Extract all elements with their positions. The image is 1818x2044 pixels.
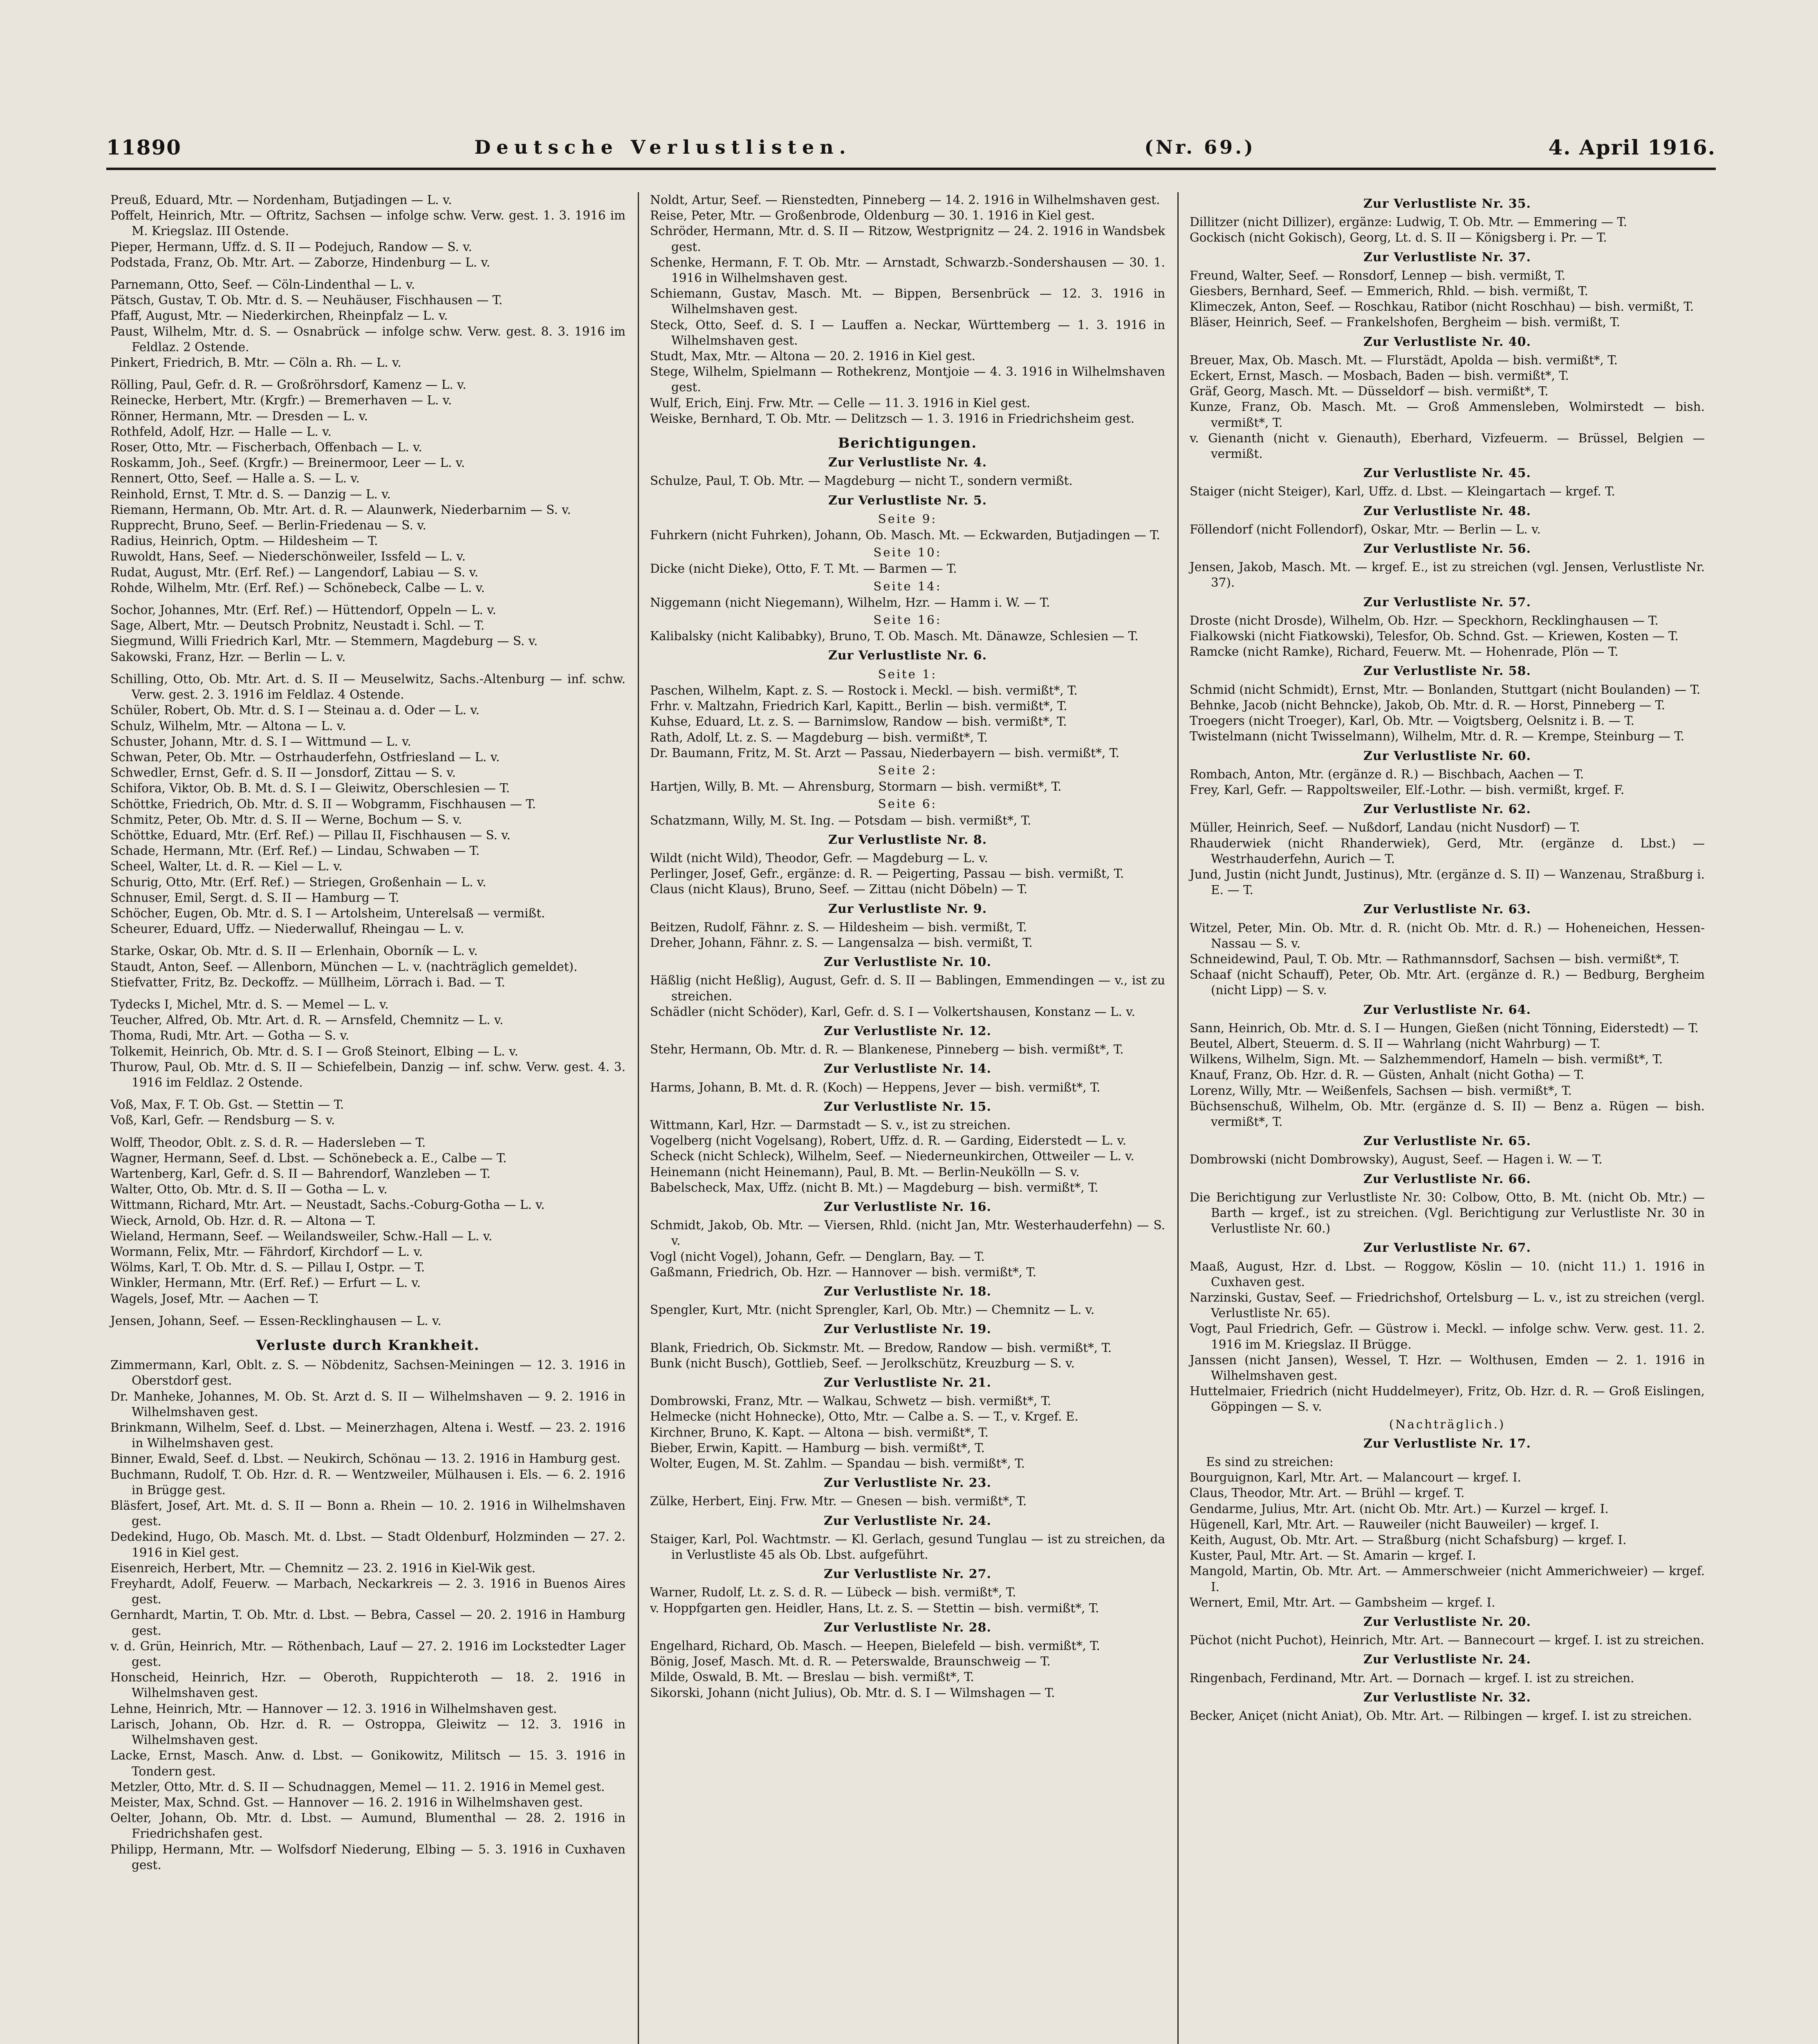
casualty-entry: Vogelberg (nicht Vogelsang), Robert, Uffz. d. R. — Garding, Eiderstedt — L. v. xyxy=(650,1134,1127,1148)
casualty-entry: Ramcke (nicht Ramke), Richard, Feuerw. Mt. — Hohenrade, Plön — T. xyxy=(1190,645,1618,659)
list-heading: Zur Verlustliste Nr. 19. xyxy=(824,1322,991,1337)
casualty-entry: Mangold, Martin, Ob. Mtr. Art. — Ammerschweier (nicht Ammerichweier) — krgef. I. xyxy=(1190,1564,1705,1594)
casualty-entry: Claus, Theodor, Mtr. Art. — Brühl — krgef. T. xyxy=(1190,1486,1465,1500)
list-heading: Zur Verlustliste Nr. 24. xyxy=(1363,1652,1531,1667)
casualty-entry: Wulf, Erich, Einj. Frw. Mtr. — Celle — 11. 3. 1916 in Kiel gest. xyxy=(650,396,1031,410)
casualty-entry: Stiefvatter, Fritz, Bz. Deckoffz. — Müllheim, Lörrach i. Bad. — T. xyxy=(110,975,505,989)
casualty-entry: Schneidewind, Paul, T. Ob. Mtr. — Rathmannsdorf, Sachsen — bish. vermißt*, T. xyxy=(1190,952,1680,966)
issue-date: 4. April 1916. xyxy=(1548,135,1716,159)
list-heading: Zur Verlustliste Nr. 64. xyxy=(1363,1002,1531,1017)
casualty-entry: Weiske, Bernhard, T. Ob. Mtr. — Delitzsch — 1. 3. 1916 in Friedrichsheim gest. xyxy=(650,411,1135,426)
list-heading: Zur Verlustliste Nr. 24. xyxy=(824,1513,991,1528)
casualty-entry: Kuster, Paul, Mtr. Art. — St. Amarin — krgef. I. xyxy=(1190,1549,1476,1563)
casualty-entry: Schmidt, Jakob, Ob. Mtr. — Viersen, Rhld. (nicht Jan, Mtr. Westerhauderfehn) — S. v. xyxy=(650,1218,1165,1248)
casualty-entry: Knauf, Franz, Ob. Hzr. d. R. — Güsten, Anhalt (nicht Gotha) — T. xyxy=(1190,1068,1585,1082)
list-heading: Zur Verlustliste Nr. 35. xyxy=(1363,197,1531,211)
casualty-entry: Staiger (nicht Steiger), Karl, Uffz. d. Lbst. — Kleingartach — krgef. T. xyxy=(1190,484,1615,499)
casualty-entry: Niggemann (nicht Niegemann), Wilhelm, Hzr. — Hamm i. W. — T. xyxy=(650,595,1050,610)
casualty-entry: Riemann, Hermann, Ob. Mtr. Art. d. R. — Alaunwerk, Niederbarnim — S. v. xyxy=(110,502,571,517)
casualty-entry: Wieck, Arnold, Ob. Hzr. d. R. — Altona — T. xyxy=(110,1213,376,1228)
casualty-entry: Schulze, Paul, T. Ob. Mtr. — Magdeburg — nicht T., sondern vermißt. xyxy=(650,474,1073,488)
casualty-entry: Püchot (nicht Puchot), Heinrich, Mtr. Art. — Bannecourt — krgef. I. ist zu streichen. xyxy=(1190,1633,1704,1647)
casualty-entry: Schifora, Viktor, Ob. B. Mt. d. S. I — Gleiwitz, Oberschlesien — T. xyxy=(110,781,510,796)
section-heading: Verluste durch Krankheit. xyxy=(256,1337,480,1354)
casualty-entry: Lehne, Heinrich, Mtr. — Hannover — 12. 3. 1916 in Wilhelmshaven gest. xyxy=(110,1701,557,1716)
casualty-entry: Siegmund, Willi Friedrich Karl, Mtr. — Stemmern, Magdeburg — S. v. xyxy=(110,634,538,648)
casualty-entry: Schenke, Hermann, F. T. Ob. Mtr. — Arnstadt, Schwarzb.-Sondershausen — 30. 1. 1916 in Wilhelmshaven gest. xyxy=(650,255,1165,285)
casualty-entry: Starke, Oskar, Ob. Mtr. d. S. II — Erlenhain, Oborník — L. v. xyxy=(110,944,478,958)
casualty-entry: Roser, Otto, Mtr. — Fischerbach, Offenbach — L. v. xyxy=(110,440,422,455)
spacer xyxy=(110,937,625,943)
casualty-entry: Thoma, Rudi, Mtr. Art. — Gotha — S. v. xyxy=(110,1029,350,1043)
casualty-entry: Stege, Wilhelm, Spielmann — Rothekrenz, Montjoie — 4. 3. 1916 in Wilhelmshaven gest. xyxy=(650,365,1165,394)
casualty-entry: v. Hoppfgarten gen. Heidler, Hans, Lt. z. S. — Stettin — bish. vermißt*, T. xyxy=(650,1601,1099,1615)
casualty-entry: Claus (nicht Klaus), Bruno, Seef. — Zittau (nicht Döbeln) — T. xyxy=(650,882,1028,896)
page-subheading: Seite 10: xyxy=(873,545,942,560)
casualty-entry: Hartjen, Willy, B. Mt. — Ahrensburg, Stormarn — bish. vermißt*, T. xyxy=(650,780,1062,794)
casualty-entry: Eckert, Ernst, Masch. — Mosbach, Baden — bish. vermißt*, T. xyxy=(1190,369,1569,383)
casualty-entry: Schilling, Otto, Ob. Mtr. Art. d. S. II — Meuselwitz, Sachs.-Altenburg — inf. schw. Verw. gest. 2. 3. 1916 im Feldlaz. 4 Ostende. xyxy=(110,672,625,702)
casualty-entry: Schiemann, Gustav, Masch. Mt. — Bippen, Bersenbrück — 12. 3. 1916 in Wilhelmshaven gest. xyxy=(650,287,1165,316)
list-heading: Zur Verlustliste Nr. 8. xyxy=(828,832,987,847)
list-heading: Zur Verlustliste Nr. 6. xyxy=(828,648,987,663)
casualty-entry: Steck, Otto, Seef. d. S. I — Lauffen a. Neckar, Württemberg — 1. 3. 1916 in Wilhelmshaven gest. xyxy=(650,318,1165,347)
casualty-entry: Meister, Max, Schnd. Gst. — Hannover — 16. 2. 1916 in Wilhelmshaven gest. xyxy=(110,1795,583,1809)
casualty-entry: Sochor, Johannes, Mtr. (Erf. Ref.) — Hüttendorf, Oppeln — L. v. xyxy=(110,603,496,617)
spacer xyxy=(110,1307,625,1313)
list-heading: Zur Verlustliste Nr. 9. xyxy=(828,901,987,916)
casualty-entry: Oelter, Johann, Ob. Mtr. d. Lbst. — Aumund, Blumenthal — 28. 2. 1916 in Friedrichshafen gest. xyxy=(110,1811,625,1841)
casualty-entry: Häßlig (nicht Heßlig), August, Gefr. d. S. II — Bablingen, Emmendingen — v., ist zu streichen. xyxy=(650,973,1165,1003)
list-heading: Zur Verlustliste Nr. 67. xyxy=(1363,1241,1531,1255)
casualty-entry: Frhr. v. Maltzahn, Friedrich Karl, Kapitt., Berlin — bish. vermißt*, T. xyxy=(650,699,1067,713)
casualty-entry: Föllendorf (nicht Follendorf), Oskar, Mtr. — Berlin — L. v. xyxy=(1190,522,1541,536)
casualty-entry: Rönner, Hermann, Mtr. — Dresden — L. v. xyxy=(110,409,368,423)
casualty-entry: Sikorski, Johann (nicht Julius), Ob. Mtr. d. S. I — Wilmshagen — T. xyxy=(650,1685,1055,1700)
casualty-entry: Gräf, Georg, Masch. Mt. — Düsseldorf — bish. vermißt*, T. xyxy=(1190,384,1549,399)
casualty-entry: Honscheid, Heinrich, Hzr. — Oberoth, Ruppichteroth — 18. 2. 1916 in Wilhelmshaven gest. xyxy=(110,1670,625,1700)
casualty-entry: Schulz, Wilhelm, Mtr. — Altona — L. v. xyxy=(110,719,346,733)
casualty-entry: Klimeczek, Anton, Seef. — Roschkau, Ratibor (nicht Roschhau) — bish. vermißt, T. xyxy=(1190,300,1694,314)
casualty-entry: Schwedler, Ernst, Gefr. d. S. II — Jonsdorf, Zittau — S. v. xyxy=(110,766,456,780)
list-heading: Zur Verlustliste Nr. 56. xyxy=(1363,542,1531,556)
casualty-entry: Twistelmann (nicht Twisselmann), Wilhelm, Mtr. d. R. — Krempe, Steinburg — T. xyxy=(1190,729,1685,744)
casualty-entry: Narzinski, Gustav, Seef. — Friedrichshof, Ortelsburg — L. v., ist zu streichen (vergl. Verlustliste Nr. 65). xyxy=(1190,1291,1705,1320)
casualty-entry: Spengler, Kurt, Mtr. (nicht Sprengler, Karl, Ob. Mtr.) — Chemnitz — L. v. xyxy=(650,1303,1095,1317)
casualty-entry: Helmecke (nicht Hohnecke), Otto, Mtr. — Calbe a. S. — T., v. Krgef. E. xyxy=(650,1410,1078,1424)
casualty-entry: Roskamm, Joh., Seef. (Krgfr.) — Breinermoor, Leer — L. v. xyxy=(110,456,465,470)
casualty-entry: Fuhrkern (nicht Fuhrken), Johann, Ob. Masch. Mt. — Eckwarden, Butjadingen — T. xyxy=(650,528,1160,542)
casualty-entry: Harms, Johann, B. Mt. d. R. (Koch) — Heppens, Jever — bish. vermißt*, T. xyxy=(650,1080,1101,1094)
issue-number: (Nr. 69.) xyxy=(1144,136,1255,158)
casualty-entry: Reise, Peter, Mtr. — Großenbrode, Oldenburg — 30. 1. 1916 in Kiel gest. xyxy=(650,208,1095,223)
list-heading: Zur Verlustliste Nr. 48. xyxy=(1363,504,1531,518)
list-heading: Zur Verlustliste Nr. 27. xyxy=(824,1567,991,1582)
casualty-entry: Ringenbach, Ferdinand, Mtr. Art. — Dornach — krgef. I. ist zu streichen. xyxy=(1190,1671,1634,1685)
casualty-entry: Gockisch (nicht Gokisch), Georg, Lt. d. S. II — Königsberg i. Pr. — T. xyxy=(1190,231,1607,245)
casualty-entry: Bläser, Heinrich, Seef. — Frankelshofen, Bergheim — bish. vermißt, T. xyxy=(1190,315,1621,329)
list-heading: Zur Verlustliste Nr. 63. xyxy=(1363,902,1531,917)
note-text: Es sind zu streichen: xyxy=(1206,1455,1334,1469)
casualty-entry: Perlinger, Josef, Gefr., ergänze: d. R. — Peigerting, Passau — bish. vermißt, T. xyxy=(650,867,1124,881)
casualty-entry: Scheck (nicht Schleck), Wilhelm, Seef. — Niederneunkirchen, Ottweiler — L. v. xyxy=(650,1149,1134,1163)
casualty-entry: Wilkens, Wilhelm, Sign. Mt. — Salzhemmendorf, Hameln — bish. vermißt*, T. xyxy=(1190,1052,1663,1067)
spacer xyxy=(110,665,625,671)
list-heading: Zur Verlustliste Nr. 21. xyxy=(824,1376,991,1390)
page-subheading: Seite 14: xyxy=(873,579,942,593)
casualty-entry: Babelscheck, Max, Uffz. (nicht B. Mt.) — Magdeburg — bish. vermißt*, T. xyxy=(650,1180,1098,1195)
casualty-entry: Scheel, Walter, Lt. d. R. — Kiel — L. v. xyxy=(110,859,343,874)
casualty-entry: Staudt, Anton, Seef. — Allenborn, München — L. v. (nachträglich gemeldet). xyxy=(110,959,578,974)
column-divider xyxy=(638,192,639,2044)
page-number: 11890 xyxy=(106,135,182,159)
list-heading: Zur Verlustliste Nr. 18. xyxy=(824,1284,991,1299)
casualty-entry: Walter, Otto, Ob. Mtr. d. S. II — Gotha — L. v. xyxy=(110,1182,388,1197)
casualty-entry: Wormann, Felix, Mtr. — Fährdorf, Kirchdorf — L. v. xyxy=(110,1245,423,1259)
casualty-entry: Vogl (nicht Vogel), Johann, Gefr. — Denglarn, Bay. — T. xyxy=(650,1249,985,1264)
list-heading: Zur Verlustliste Nr. 58. xyxy=(1363,664,1531,679)
casualty-entry: Tolkemit, Heinrich, Ob. Mtr. d. S. I — Groß Steinort, Elbing — L. v. xyxy=(110,1044,518,1058)
casualty-entry: Fialkowski (nicht Fiatkowski), Telesfor, Ob. Schnd. Gst. — Kriewen, Kosten — T. xyxy=(1190,629,1679,643)
casualty-entry: Rhauderwiek (nicht Rhanderwiek), Gerd, Mtr. (ergänze d. Lbst.) — Westrhauderfehn, Aurich — T. xyxy=(1190,836,1705,866)
casualty-entry: Jensen, Johann, Seef. — Essen-Recklinghausen — L. v. xyxy=(110,1313,442,1328)
casualty-entry: Wernert, Emil, Mtr. Art. — Gambsheim — krgef. I. xyxy=(1190,1595,1495,1609)
casualty-entry: Schädler (nicht Schöder), Karl, Gefr. d. S. I — Volkertshausen, Konstanz — L. v. xyxy=(650,1004,1135,1019)
casualty-entry: Zülke, Herbert, Einj. Frw. Mtr. — Gnesen — bish. vermißt*, T. xyxy=(650,1494,1027,1508)
casualty-entry: Wagner, Hermann, Seef. d. Lbst. — Schönebeck a. E., Calbe — T. xyxy=(110,1151,507,1165)
casualty-entry: Tydecks I, Michel, Mtr. d. S. — Memel — L. v. xyxy=(110,997,389,1011)
casualty-entry: Staiger, Karl, Pol. Wachtmstr. — Kl. Gerlach, gesund Tunglau — ist zu streichen, da in Verlustliste 45 als Ob. Lbst. aufgeführt. xyxy=(650,1532,1165,1562)
casualty-entry: Schüler, Robert, Ob. Mtr. d. S. I — Steinau a. d. Oder — L. v. xyxy=(110,703,480,717)
casualty-entry: Reinecke, Herbert, Mtr. (Krgfr.) — Bremerhaven — L. v. xyxy=(110,393,452,408)
casualty-entry: Studt, Max, Mtr. — Altona — 20. 2. 1916 in Kiel gest. xyxy=(650,349,976,363)
casualty-entry: Eisenreich, Herbert, Mtr. — Chemnitz — 23. 2. 1916 in Kiel-Wik gest. xyxy=(110,1561,536,1575)
column-divider xyxy=(1177,192,1179,2044)
list-heading: Zur Verlustliste Nr. 28. xyxy=(824,1620,991,1635)
casualty-entry: Gendarme, Julius, Mtr. Art. (nicht Ob. Mtr. Art.) — Kurzel — krgef. I. xyxy=(1190,1502,1609,1516)
list-heading: Zur Verlustliste Nr. 62. xyxy=(1363,802,1531,817)
list-heading: Zur Verlustliste Nr. 16. xyxy=(824,1199,991,1214)
page-subheading: Seite 6: xyxy=(878,797,937,811)
casualty-entry: Bönig, Josef, Masch. Mt. d. R. — Peterswalde, Braunschweig — T. xyxy=(650,1654,1051,1669)
casualty-entry: Schade, Hermann, Mtr. (Erf. Ref.) — Lindau, Schwaben — T. xyxy=(110,844,480,858)
casualty-entry: Huttelmaier, Friedrich (nicht Huddelmeyer), Fritz, Ob. Hzr. d. R. — Groß Eislingen, Göppingen — S. v. xyxy=(1190,1384,1705,1414)
column-2 xyxy=(650,192,1165,1701)
casualty-entry: v. Gienanth (nicht v. Gienauth), Eberhard, Vizfeuerm. — Brüssel, Belgien — vermißt. xyxy=(1190,431,1705,461)
casualty-entry: Dreher, Johann, Fähnr. z. S. — Langensalza — bish. vermißt, T. xyxy=(650,935,1033,950)
casualty-entry: Milde, Oswald, B. Mt. — Breslau — bish. vermißt*, T. xyxy=(650,1670,974,1684)
casualty-entry: Dr. Baumann, Fritz, M. St. Arzt — Passau, Niederbayern — bish. vermißt*, T. xyxy=(650,746,1120,760)
list-heading: Zur Verlustliste Nr. 4. xyxy=(828,455,987,470)
list-heading: Zur Verlustliste Nr. 10. xyxy=(824,955,991,970)
casualty-entry: Pinkert, Friedrich, B. Mtr. — Cöln a. Rh. — L. v. xyxy=(110,356,401,370)
casualty-entry: Beitzen, Rudolf, Fähnr. z. S. — Hildesheim — bish. vermißt, T. xyxy=(650,920,1027,934)
casualty-entry: Preuß, Eduard, Mtr. — Nordenham, Butjadingen — L. v. xyxy=(110,193,452,207)
casualty-entry: Poffelt, Heinrich, Mtr. — Oftritz, Sachsen — infolge schw. Verw. gest. 1. 3. 1916 im M. Kriegslaz. III Ostende. xyxy=(110,208,625,238)
casualty-entry: Schurig, Otto, Mtr. (Erf. Ref.) — Striegen, Großenhain — L. v. xyxy=(110,875,486,889)
casualty-entry: Schatzmann, Willy, M. St. Ing. — Potsdam — bish. vermißt*, T. xyxy=(650,813,1031,827)
casualty-entry: Jund, Justin (nicht Jundt, Justinus), Mtr. (ergänze d. S. II) — Wanzenau, Straßburg i. E. — T. xyxy=(1190,867,1705,897)
spacer xyxy=(110,1090,625,1097)
casualty-entry: Kunze, Franz, Ob. Masch. Mt. — Groß Ammensleben, Wolmirstedt — bish. vermißt*, T. xyxy=(1190,400,1705,430)
casualty-entry: Sann, Heinrich, Ob. Mtr. d. S. I — Hungen, Gießen (nicht Tönning, Eiderstedt) — T. xyxy=(1190,1021,1699,1035)
spacer xyxy=(110,1128,625,1135)
casualty-entry: Brinkmann, Wilhelm, Seef. d. Lbst. — Meinerzhagen, Altena i. Westf. — 23. 2. 1916 in Wilhelmshaven gest. xyxy=(110,1421,625,1450)
casualty-entry: Schröder, Hermann, Mtr. d. S. II — Ritzow, Westprignitz — 24. 2. 1916 in Wandsbek gest. xyxy=(650,224,1165,254)
list-heading: Zur Verlustliste Nr. 65. xyxy=(1363,1134,1531,1149)
casualty-entry: Wagels, Josef, Mtr. — Aachen — T. xyxy=(110,1291,319,1306)
list-heading: Zur Verlustliste Nr. 40. xyxy=(1363,334,1531,349)
casualty-entry: Metzler, Otto, Mtr. d. S. II — Schudnaggen, Memel — 11. 2. 1916 in Memel gest. xyxy=(110,1780,605,1794)
casualty-entry: Pieper, Hermann, Uffz. d. S. II — Podejuch, Randow — S. v. xyxy=(110,240,472,254)
casualty-entry: Dicke (nicht Dieke), Otto, F. T. Mt. — Barmen — T. xyxy=(650,562,957,576)
spacer xyxy=(110,990,625,997)
casualty-entry: Rennert, Otto, Seef. — Halle a. S. — L. v. xyxy=(110,471,360,486)
list-heading: Zur Verlustliste Nr. 14. xyxy=(824,1062,991,1076)
casualty-entry: Bieber, Erwin, Kapitt. — Hamburg — bish. vermißt*, T. xyxy=(650,1441,985,1455)
casualty-entry: Schmitz, Peter, Ob. Mtr. d. S. II — Werne, Bochum — S. v. xyxy=(110,812,462,827)
casualty-entry: Rölling, Paul, Gefr. d. R. — Großröhrsdorf, Kamenz — L. v. xyxy=(110,378,466,392)
spacer xyxy=(110,370,625,377)
casualty-entry: Heinemann (nicht Heinemann), Paul, B. Mt. — Berlin-Neukölln — S. v. xyxy=(650,1165,1080,1179)
casualty-entry: Troegers (nicht Troeger), Karl, Ob. Mtr. — Voigtsberg, Oelsnitz i. B. — T. xyxy=(1190,714,1635,728)
casualty-entry: Pfaff, August, Mtr. — Niederkirchen, Rheinpfalz — L. v. xyxy=(110,309,448,323)
casualty-entry: Radius, Heinrich, Optm. — Hildesheim — T. xyxy=(110,534,378,548)
page-subheading: Seite 2: xyxy=(878,763,937,777)
list-heading: Zur Verlustliste Nr. 15. xyxy=(824,1099,991,1114)
casualty-entry: Reinhold, Ernst, T. Mtr. d. S. — Danzig — L. v. xyxy=(110,487,391,501)
casualty-entry: Kalibalsky (nicht Kalibabky), Bruno, T. Ob. Masch. Mt. Dänawze, Schlesien — T. xyxy=(650,629,1139,643)
casualty-entry: Rudat, August, Mtr. (Erf. Ref.) — Langendorf, Labiau — S. v. xyxy=(110,565,479,579)
casualty-entry: Podstada, Franz, Ob. Mtr. Art. — Zaborze, Hindenburg — L. v. xyxy=(110,255,491,269)
casualty-entry: Scheurer, Eduard, Uffz. — Niederwalluf, Rheingau — L. v. xyxy=(110,922,464,936)
casualty-entry: Breuer, Max, Ob. Masch. Mt. — Flurstädt, Apolda — bish. vermißt*, T. xyxy=(1190,353,1618,367)
casualty-entry: Maaß, August, Hzr. d. Lbst. — Roggow, Köslin — 10. (nicht 11.) 1. 1916 in Cuxhaven gest. xyxy=(1190,1259,1705,1289)
page-subheading: Seite 16: xyxy=(873,613,942,627)
casualty-entry: Gernhardt, Martin, T. Ob. Mtr. d. Lbst. — Bebra, Cassel — 20. 2. 1916 in Hamburg gest. xyxy=(110,1608,625,1638)
casualty-entry: Winkler, Hermann, Mtr. (Erf. Ref.) — Erfurt — L. v. xyxy=(110,1276,421,1290)
casualty-entry: Droste (nicht Drosde), Wilhelm, Ob. Hzr. — Speckhorn, Recklinghausen — T. xyxy=(1190,613,1659,628)
casualty-entry: Warner, Rudolf, Lt. z. S. d. R. — Lübeck — bish. vermißt*, T. xyxy=(650,1585,1016,1600)
page-subheading: Seite 1: xyxy=(878,667,937,681)
list-heading: Zur Verlustliste Nr. 57. xyxy=(1363,595,1531,610)
header-rule xyxy=(106,168,1716,170)
list-heading: Zur Verlustliste Nr. 5. xyxy=(828,493,987,508)
casualty-entry: Wittmann, Karl, Hzr. — Darmstadt — S. v., ist zu streichen. xyxy=(650,1118,1011,1132)
casualty-entry: Rath, Adolf, Lt. z. S. — Magdeburg — bish. vermißt*, T. xyxy=(650,730,988,744)
casualty-entry: Behnke, Jacob (nicht Behncke), Jakob, Ob. Mtr. d. R. — Horst, Pinneberg — T. xyxy=(1190,698,1666,712)
casualty-entry: Blank, Friedrich, Ob. Sickmstr. Mt. — Bredow, Randow — bish. vermißt*, T. xyxy=(650,1340,1112,1355)
casualty-entry: Schöttke, Friedrich, Ob. Mtr. d. S. II — Wobgramm, Fischhausen — T. xyxy=(110,797,536,811)
casualty-entry: Keith, August, Ob. Mtr. Art. — Straßburg (nicht Schafsburg) — krgef. I. xyxy=(1190,1533,1627,1547)
casualty-entry: Schöttke, Eduard, Mtr. (Erf. Ref.) — Pillau II, Fischhausen — S. v. xyxy=(110,828,511,842)
casualty-entry: Voß, Max, F. T. Ob. Gst. — Stettin — T. xyxy=(110,1098,344,1112)
spacer xyxy=(110,596,625,602)
casualty-entry: Vogt, Paul Friedrich, Gefr. — Güstrow i. Meckl. — infolge schw. Verw. gest. 11. 2. 1916 im M. Kriegslaz. II Brügge. xyxy=(1190,1322,1705,1351)
casualty-entry: Witzel, Peter, Min. Ob. Mtr. d. R. (nicht Ob. Mtr. d. R.) — Hoheneichen, Hessen-Nassau — S. v. xyxy=(1190,921,1705,950)
column-1 xyxy=(110,192,625,1873)
casualty-entry: Kuhse, Eduard, Lt. z. S. — Barnimslow, Randow — bish. vermißt*, T. xyxy=(650,715,1067,729)
list-heading: Zur Verlustliste Nr. 20. xyxy=(1363,1615,1531,1629)
casualty-entry: Frey, Karl, Gefr. — Rappoltsweiler, Elf.-Lothr. — bish. vermißt, krgef. F. xyxy=(1190,782,1625,797)
casualty-entry: Dombrowski, Franz, Mtr. — Walkau, Schwetz — bish. vermißt*, T. xyxy=(650,1394,1051,1408)
casualty-entry: Zimmermann, Karl, Oblt. z. S. — Nöbdenitz, Sachsen-Meiningen — 12. 3. 1916 in Oberstdorf gest. xyxy=(110,1358,625,1388)
casualty-entry: Dombrowski (nicht Dombrowsky), August, Seef. — Hagen i. W. — T. xyxy=(1190,1152,1603,1167)
publication-title: Deutsche Verlustlisten. xyxy=(474,136,852,158)
casualty-entry: Paust, Wilhelm, Mtr. d. S. — Osnabrück — infolge schw. Verw. gest. 8. 3. 1916 im Feldlaz. 2 Ostende. xyxy=(110,324,625,354)
casualty-entry: Büchsenschuß, Wilhelm, Ob. Mtr. (ergänze d. S. II) — Benz a. Rügen — bish. vermißt*, T. xyxy=(1190,1099,1705,1129)
casualty-entry: Beutel, Albert, Steuerm. d. S. II — Wahrlang (nicht Wahrburg) — T. xyxy=(1190,1036,1601,1051)
casualty-entry: Noldt, Artur, Seef. — Rienstedten, Pinneberg — 14. 2. 1916 in Wilhelmshaven gest. xyxy=(650,193,1160,207)
casualty-entry: Engelhard, Richard, Ob. Masch. — Heepen, Bielefeld — bish. vermißt*, T. xyxy=(650,1639,1100,1653)
casualty-entry: Jensen, Jakob, Masch. Mt. — krgef. E., ist zu streichen (vgl. Jensen, Verlustliste Nr. 37). xyxy=(1190,560,1705,590)
casualty-entry: Rothfeld, Adolf, Hzr. — Halle — L. v. xyxy=(110,424,332,439)
page-subheading: (Nachträglich.) xyxy=(1389,1417,1506,1431)
casualty-entry: Wolter, Eugen, M. St. Zahlm. — Spandau — bish. vermißt*, T. xyxy=(650,1457,1025,1471)
casualty-entry: Die Berichtigung zur Verlustliste Nr. 30: Colbow, Otto, B. Mt. (nicht Ob. Mtr.) — Barth — krgef., ist zu streichen. (Vgl. Berichtigung zur Verlustliste Nr. 30 in Verlustliste Nr. 60.) xyxy=(1190,1190,1705,1236)
page-subheading: Seite 9: xyxy=(878,511,937,526)
spacer xyxy=(110,270,625,277)
casualty-entry: Bläsfert, Josef, Art. Mt. d. S. II — Bonn a. Rhein — 10. 2. 1916 in Wilhelmshaven gest. xyxy=(110,1499,625,1529)
casualty-entry: Schnuser, Emil, Sergt. d. S. II — Hamburg — T. xyxy=(110,890,399,905)
casualty-entry: Bourguignon, Karl, Mtr. Art. — Malancourt — krgef. I. xyxy=(1190,1470,1522,1485)
casualty-entry: v. d. Grün, Heinrich, Mtr. — Röthenbach, Lauf — 27. 2. 1916 im Lockstedter Lager gest. xyxy=(110,1639,625,1669)
section-heading: Berichtigungen. xyxy=(838,435,977,452)
list-heading: Zur Verlustliste Nr. 23. xyxy=(824,1476,991,1490)
casualty-entry: Rombach, Anton, Mtr. (ergänze d. R.) — Bischbach, Aachen — T. xyxy=(1190,767,1584,781)
casualty-entry: Wolff, Theodor, Oblt. z. S. d. R. — Hadersleben — T. xyxy=(110,1135,426,1150)
casualty-entry: Hügenell, Karl, Mtr. Art. — Rauweiler (nicht Bauweiler) — krgef. I. xyxy=(1190,1517,1599,1531)
casualty-entry: Janssen (nicht Jansen), Wessel, T. Hzr. — Wolthusen, Emden — 2. 1. 1916 in Wilhelmshaven gest. xyxy=(1190,1353,1705,1383)
casualty-entry: Sakowski, Franz, Hzr. — Berlin — L. v. xyxy=(110,650,346,664)
casualty-entry: Stehr, Hermann, Ob. Mtr. d. R. — Blankenese, Pinneberg — bish. vermißt*, T. xyxy=(650,1042,1124,1057)
casualty-entry: Binner, Ewald, Seef. d. Lbst. — Neukirch, Schönau — 13. 2. 1916 in Hamburg gest. xyxy=(110,1452,621,1466)
casualty-entry: Sage, Albert, Mtr. — Deutsch Probnitz, Neustadt i. Schl. — T. xyxy=(110,619,485,633)
casualty-entry: Giesbers, Bernhard, Seef. — Emmerich, Rhld. — bish. vermißt, T. xyxy=(1190,284,1588,298)
list-heading: Zur Verlustliste Nr. 66. xyxy=(1363,1172,1531,1186)
casualty-entry: Lorenz, Willy, Mtr. — Weißenfels, Sachsen — bish. vermißt*, T. xyxy=(1190,1083,1572,1098)
casualty-entry: Freund, Walter, Seef. — Ronsdorf, Lennep — bish. vermißt, T. xyxy=(1190,268,1565,282)
list-heading: Zur Verlustliste Nr. 60. xyxy=(1363,749,1531,763)
casualty-entry: Voß, Karl, Gefr. — Rendsburg — S. v. xyxy=(110,1113,335,1127)
casualty-entry: Schöcher, Eugen, Ob. Mtr. d. S. I — Artolsheim, Unterelsaß — vermißt. xyxy=(110,906,545,920)
casualty-entry: Parnemann, Otto, Seef. — Cöln-Lindenthal — L. v. xyxy=(110,278,415,292)
casualty-entry: Gaßmann, Friedrich, Ob. Hzr. — Hannover — bish. vermißt*, T. xyxy=(650,1265,1037,1279)
casualty-entry: Paschen, Wilhelm, Kapt. z. S. — Rostock i. Meckl. — bish. vermißt*, T. xyxy=(650,683,1078,697)
casualty-entry: Müller, Heinrich, Seef. — Nußdorf, Landau (nicht Nusdorf) — T. xyxy=(1190,820,1580,835)
casualty-entry: Philipp, Hermann, Mtr. — Wolfsdorf Niederung, Elbing — 5. 3. 1916 in Cuxhaven gest. xyxy=(110,1842,625,1872)
casualty-entry: Bunk (nicht Busch), Gottlieb, Seef. — Jerolkschütz, Kreuzburg — S. v. xyxy=(650,1356,1075,1370)
casualty-entry: Rupprecht, Bruno, Seef. — Berlin-Friedenau — S. v. xyxy=(110,518,426,533)
casualty-entry: Wartenberg, Karl, Gefr. d. S. II — Bahrendorf, Wanzleben — T. xyxy=(110,1166,491,1181)
casualty-entry: Rohde, Wilhelm, Mtr. (Erf. Ref.) — Schönebeck, Calbe — L. v. xyxy=(110,580,485,595)
casualty-entry: Dr. Manheke, Johannes, M. Ob. St. Arzt d. S. II — Wilhelmshaven — 9. 2. 1916 in Wilhelmshaven gest. xyxy=(110,1389,625,1419)
casualty-entry: Becker, Aniçet (nicht Aniat), Ob. Mtr. Art. — Rilbingen — krgef. I. ist zu streichen. xyxy=(1190,1709,1692,1723)
casualty-entry: Freyhardt, Adolf, Feuerw. — Marbach, Neckarkreis — 2. 3. 1916 in Buenos Aires gest. xyxy=(110,1577,625,1607)
casualty-entry: Ruwoldt, Hans, Seef. — Niederschönweiler, Issfeld — L. v. xyxy=(110,549,466,564)
casualty-entry: Larisch, Johann, Ob. Hzr. d. R. — Ostroppa, Gleiwitz — 12. 3. 1916 in Wilhelmshaven gest. xyxy=(110,1717,625,1747)
casualty-entry: Thurow, Paul, Ob. Mtr. d. S. II — Schiefelbein, Danzig — inf. schw. Verw. gest. 4. 3. 1916 im Feldlaz. 2 Ostende. xyxy=(110,1060,625,1089)
list-heading: Zur Verlustliste Nr. 37. xyxy=(1363,250,1531,264)
casualty-entry: Schwan, Peter, Ob. Mtr. — Ostrhauderfehn, Ostfriesland — L. v. xyxy=(110,750,500,764)
casualty-entry: Dedekind, Hugo, Ob. Masch. Mt. d. Lbst. — Stadt Oldenburf, Holzminden — 27. 2. 1916 in Kiel gest. xyxy=(110,1530,625,1560)
casualty-entry: Schaaf (nicht Schauff), Peter, Ob. Mtr. Art. (ergänze d. R.) — Bedburg, Bergheim (nicht Lipp) — S. v. xyxy=(1190,968,1705,997)
casualty-entry: Buchmann, Rudolf, T. Ob. Hzr. d. R. — Wentzweiler, Mülhausen i. Els. — 6. 2. 1916 in Brügge gest. xyxy=(110,1467,625,1497)
list-heading: Zur Verlustliste Nr. 32. xyxy=(1363,1690,1531,1705)
casualty-entry: Wildt (nicht Wild), Theodor, Gefr. — Magdeburg — L. v. xyxy=(650,851,988,865)
list-heading: Zur Verlustliste Nr. 17. xyxy=(1363,1436,1531,1451)
casualty-entry: Kirchner, Bruno, K. Kapt. — Altona — bish. vermißt*, T. xyxy=(650,1425,989,1439)
page-header xyxy=(106,131,1716,164)
column-3 xyxy=(1190,192,1705,1724)
casualty-entry: Wölms, Karl, T. Ob. Mtr. d. S. — Pillau I, Ostpr. — T. xyxy=(110,1260,425,1275)
list-heading: Zur Verlustliste Nr. 12. xyxy=(824,1024,991,1038)
casualty-entry: Dillitzer (nicht Dillizer), ergänze: Ludwig, T. Ob. Mtr. — Emmering — T. xyxy=(1190,215,1627,229)
casualty-entry: Lacke, Ernst, Masch. Anw. d. Lbst. — Gonikowitz, Militsch — 15. 3. 1916 in Tondern gest. xyxy=(110,1748,625,1778)
list-heading: Zur Verlustliste Nr. 45. xyxy=(1363,466,1531,481)
casualty-entry: Wieland, Hermann, Seef. — Weilandsweiler, Schw.-Hall — L. v. xyxy=(110,1229,493,1243)
casualty-entry: Schmid (nicht Schmidt), Ernst, Mtr. — Bonlanden, Stuttgart (nicht Boulanden) — T. xyxy=(1190,682,1701,697)
casualty-entry: Wittmann, Richard, Mtr. Art. — Neustadt, Sachs.-Coburg-Gotha — L. v. xyxy=(110,1198,545,1212)
casualty-entry: Teucher, Alfred, Ob. Mtr. Art. d. R. — Arnsfeld, Chemnitz — L. v. xyxy=(110,1013,504,1027)
casualty-entry: Schuster, Johann, Mtr. d. S. I — Wittmund — L. v. xyxy=(110,734,411,749)
casualty-entry: Pätsch, Gustav, T. Ob. Mtr. d. S. — Neuhäuser, Fischhausen — T. xyxy=(110,293,503,307)
